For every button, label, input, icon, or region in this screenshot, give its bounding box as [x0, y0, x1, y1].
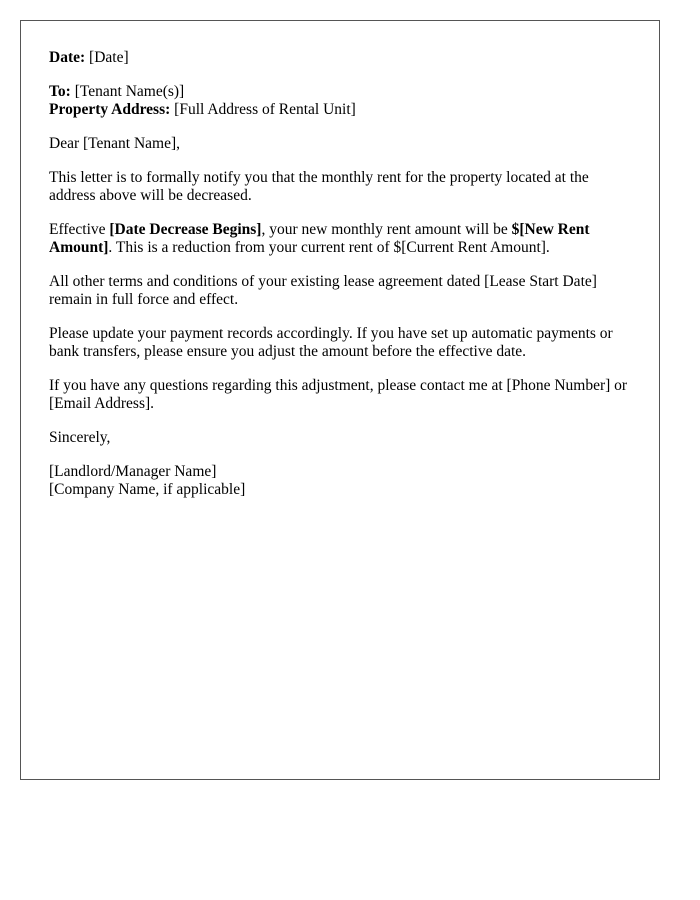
- signature-company: [Company Name, if applicable]: [49, 481, 246, 498]
- property-address-line: [49, 101, 631, 119]
- property-address-label: Property Address:: [49, 101, 171, 118]
- letter-page: [20, 20, 660, 780]
- to-line: [49, 83, 631, 101]
- to-label: To:: [49, 83, 71, 100]
- signature-name: [Landlord/Manager Name]: [49, 463, 217, 480]
- paragraph-terms: All other terms and conditions of your existing lease agreement dated [Lease Start Date] remain in full force and effect.: [49, 273, 597, 308]
- effective-prefix: Effective: [49, 221, 110, 238]
- closing: Sincerely,: [49, 429, 111, 446]
- paragraph-effective: [49, 221, 631, 257]
- effective-suffix: . This is a reduction from your current rent of $[Current Rent Amount].: [108, 239, 550, 256]
- date-label: Date:: [49, 49, 86, 66]
- new-rent-amount: $[New Rent Amount]: [49, 221, 590, 256]
- effective-middle: , your new monthly rent amount will be: [261, 221, 512, 238]
- paragraph-contact: If you have any questions regarding this adjustment, please contact me at [Phone Number] or [Email Address].: [49, 377, 628, 412]
- paragraph-payment: Please update your payment records accordingly. If you have set up automatic payments or bank transfers, please ensure you adjust the amount before the effective date.: [49, 325, 613, 360]
- paragraph-notice: This letter is to formally notify you that the monthly rent for the property located at the address above will be decreased.: [49, 169, 589, 204]
- effective-date: [Date Decrease Begins]: [109, 221, 262, 238]
- salutation: Dear [Tenant Name],: [49, 135, 181, 152]
- date-line: [49, 49, 631, 67]
- to-value: [Tenant Name(s)]: [74, 83, 185, 100]
- property-address-value: [Full Address of Rental Unit]: [174, 101, 356, 118]
- date-value: [Date]: [89, 49, 129, 66]
